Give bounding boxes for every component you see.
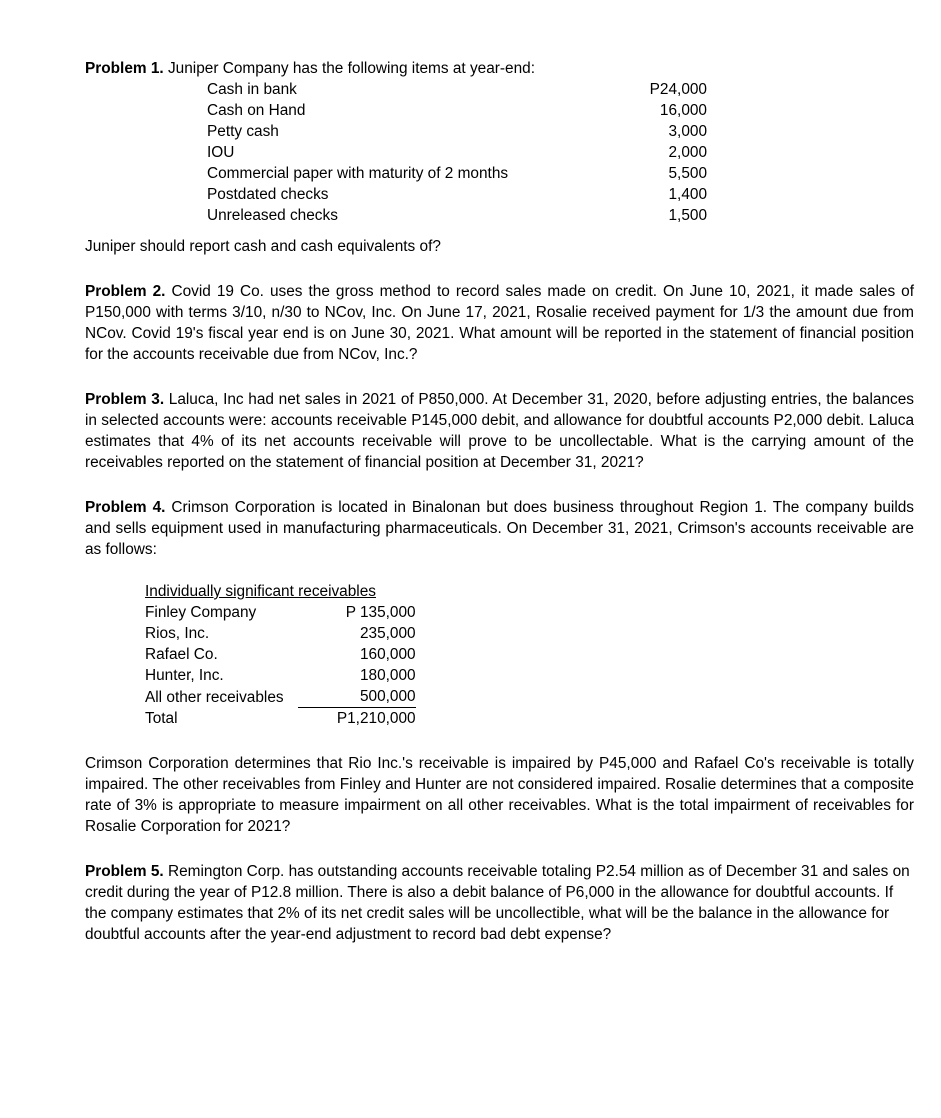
table-row xyxy=(207,79,707,100)
item-label: Petty cash xyxy=(207,123,279,140)
spacer xyxy=(85,257,914,281)
table-row xyxy=(207,100,707,121)
problem-3-text: Laluca, Inc had net sales in 2021 of P850,000. At December 31, 2020, before adjusting entries, the balances in selected accounts were: accounts receivable P145,000 debit, and allowance for doubtful accounts P2,000 debit. Laluca estimates that 4% of its net accounts receivable will prove to be uncollectable. What is the carrying amount of the receivables reported on the statement of financial position at December 31, 2021? xyxy=(85,391,914,471)
problem-2-text: Covid 19 Co. uses the gross method to record sales made on credit. On June 10, 2021, it made sales of P150,000 with terms 3/10, n/30 to NCov, Inc. On June 17, 2021, Rosalie received payment for 1/3 the amount due from NCov. Covid 19's fiscal year end is on June 30, 2021. What amount will be reported in the statement of financial position for the accounts receivable due from NCov, Inc.? xyxy=(85,283,914,363)
table-row xyxy=(145,623,416,644)
receivables-table-body xyxy=(145,581,416,729)
problem-1-items-body xyxy=(207,79,707,226)
problem-1-items-table xyxy=(207,79,707,226)
table-row xyxy=(207,163,707,184)
spacer xyxy=(85,365,914,389)
problem-1-label: Problem 1. xyxy=(85,60,164,77)
item-label: Postdated checks xyxy=(207,186,329,203)
receivable-label: All other receivables xyxy=(145,688,284,706)
problem-1 xyxy=(85,58,914,257)
item-amount: P24,000 xyxy=(649,81,707,98)
problem-5-text: Remington Corp. has outstanding accounts receivable totaling P2.54 million as of December 31 and sales on credit during the year of P12.8 million. There is also a debit balance of P6,000 in the allowance for doubtful accounts. If the company estimates that 2% of its net credit sales will be uncollectible, what will be the balance in the allowance for doubtful accounts after the year-end adjustment to record bad debt expense? xyxy=(85,863,910,943)
document-body xyxy=(85,58,914,945)
table-row xyxy=(145,665,416,686)
spacer xyxy=(85,473,914,497)
problem-4-followup: Crimson Corporation determines that Rio Inc.'s receivable is impaired by P45,000 and Rafael Co's receivable is totally impaired. The other receivables from Finley and Hunter are not considered impaired. Rosalie determines that a composite rate of 3% is appropriate to measure impairment on all other receivables. What is the total impairment of receivables for Rosalie Corporation for 2021? xyxy=(85,755,914,835)
receivables-total-amount: P1,210,000 xyxy=(336,710,416,727)
problem-2-label: Problem 2. xyxy=(85,283,166,300)
item-amount: 1,400 xyxy=(668,186,707,203)
problem-5-paragraph xyxy=(85,861,914,945)
table-row xyxy=(145,602,416,623)
receivable-amount: 180,000 xyxy=(359,667,416,684)
problem-5 xyxy=(85,861,914,945)
receivables-table-header-row xyxy=(145,581,416,602)
table-row xyxy=(207,142,707,163)
item-amount: 2,000 xyxy=(668,144,707,161)
item-amount: 5,500 xyxy=(668,165,707,182)
receivables-table-header: Individually significant receivables xyxy=(145,583,376,600)
receivables-total-row xyxy=(145,708,416,730)
item-label: IOU xyxy=(207,144,235,161)
problem-3-paragraph xyxy=(85,389,914,473)
problem-1-heading xyxy=(85,58,914,79)
problem-3-label: Problem 3. xyxy=(85,391,165,408)
problem-2-paragraph xyxy=(85,281,914,365)
spacer xyxy=(85,560,914,581)
receivable-amount: P 135,000 xyxy=(345,604,416,621)
table-row xyxy=(207,121,707,142)
spacer xyxy=(85,837,914,861)
spacer xyxy=(85,226,914,236)
receivable-label: Rios, Inc. xyxy=(145,625,210,642)
receivable-label: Finley Company xyxy=(145,604,257,621)
problem-4-label: Problem 4. xyxy=(85,499,166,516)
problem-3 xyxy=(85,389,914,473)
item-amount: 16,000 xyxy=(659,102,707,119)
receivable-amount: 160,000 xyxy=(359,646,416,663)
problem-4-text: Crimson Corporation is located in Binalonan but does business throughout Region 1. The company builds and sells equipment used in manufacturing pharmaceuticals. On December 31, 2021, Crimson's accounts receivable are as follows: xyxy=(85,499,914,558)
receivable-amount: 235,000 xyxy=(359,625,416,642)
table-row xyxy=(145,644,416,665)
problem-1-question: Juniper should report cash and cash equivalents of? xyxy=(85,238,441,255)
problem-4 xyxy=(85,497,914,837)
item-label: Cash in bank xyxy=(207,81,297,98)
problem-1-intro: Juniper Company has the following items at year-end: xyxy=(163,60,535,77)
item-amount: 3,000 xyxy=(668,123,707,140)
problem-2 xyxy=(85,281,914,365)
receivables-table xyxy=(145,581,416,729)
receivable-label: Hunter, Inc. xyxy=(145,667,224,684)
table-row xyxy=(207,205,707,226)
item-label: Commercial paper with maturity of 2 months xyxy=(207,165,509,182)
table-row xyxy=(207,184,707,205)
item-label: Unreleased checks xyxy=(207,207,338,224)
problem-5-label: Problem 5. xyxy=(85,863,164,880)
receivable-label: Rafael Co. xyxy=(145,646,218,663)
receivable-amount: 500,000 xyxy=(298,686,416,708)
item-amount: 1,500 xyxy=(668,207,707,224)
table-row xyxy=(145,686,416,708)
item-label: Cash on Hand xyxy=(207,102,306,119)
receivables-total-label: Total xyxy=(145,710,178,727)
problem-4-paragraph xyxy=(85,497,914,560)
spacer xyxy=(85,729,914,753)
